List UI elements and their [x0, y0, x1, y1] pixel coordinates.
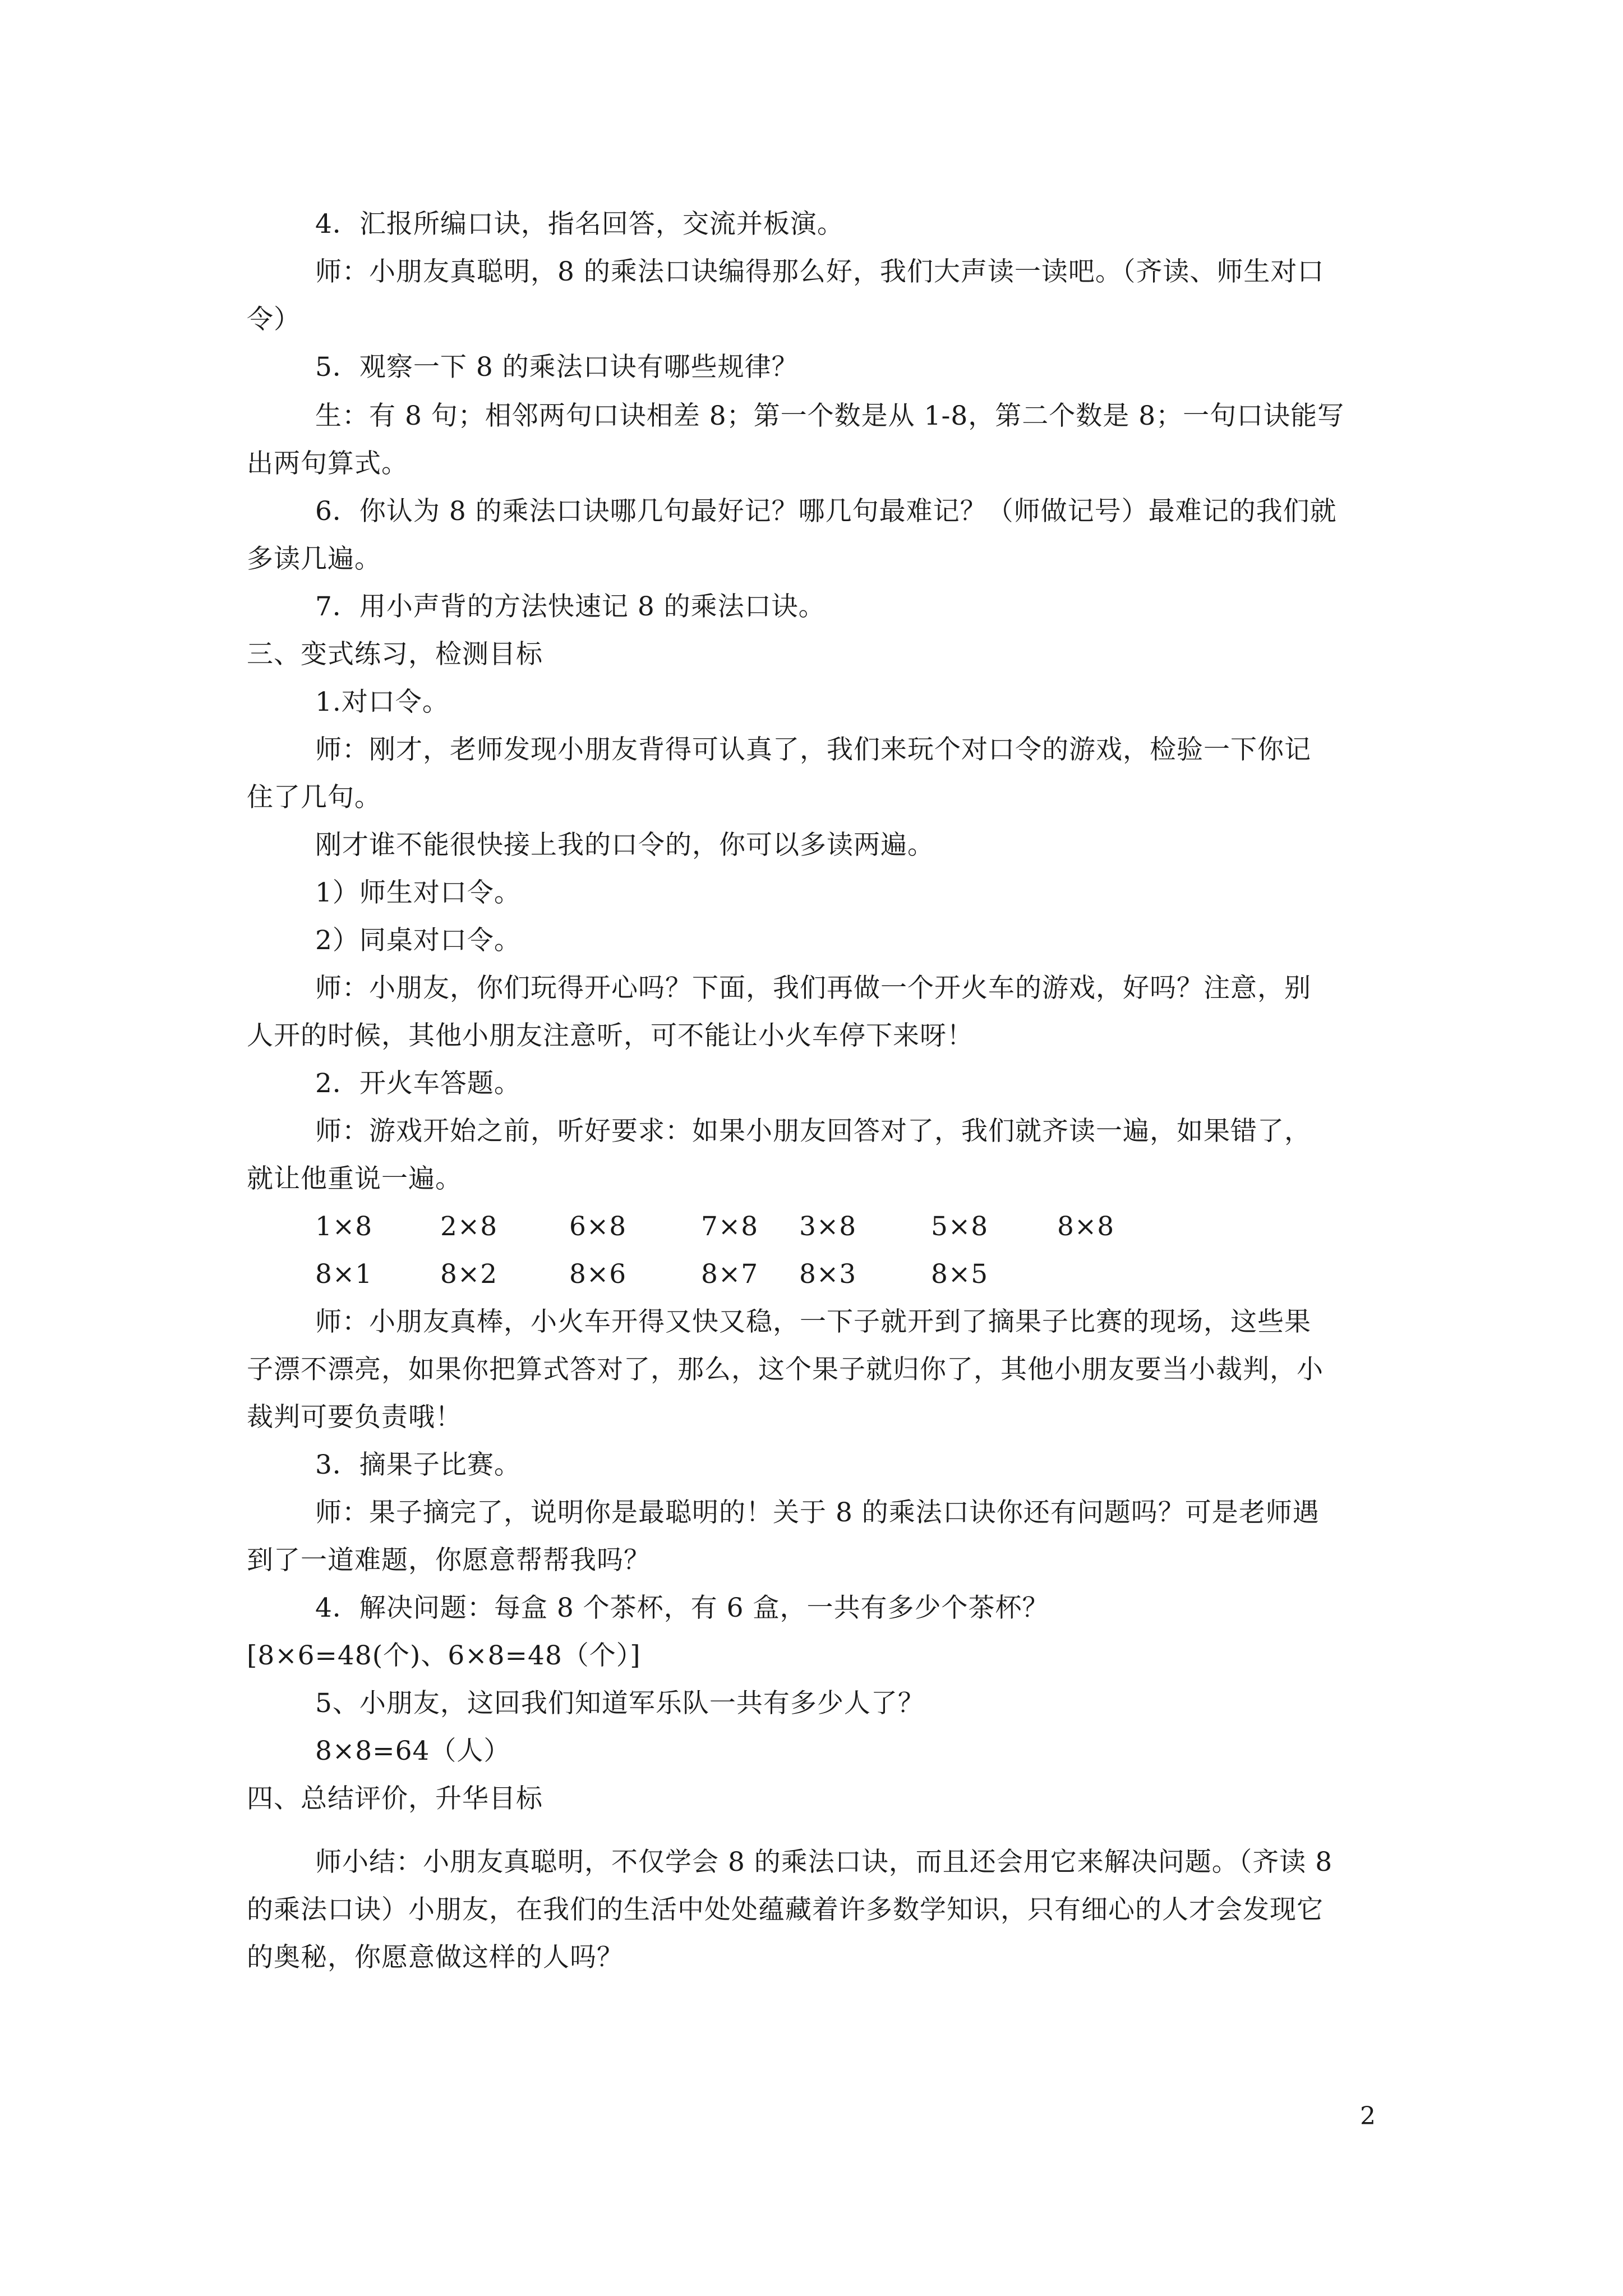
paragraph-p6-line-1: 7．用小声背的方法快速记 8 的乘法口诀。 — [315, 591, 826, 622]
drill-item: 6×8 — [569, 1211, 627, 1242]
paragraph-p4-line-2: 出两句算式。 — [247, 448, 408, 479]
paragraph-p11-line-1: 2）同桌对口令。 — [315, 925, 521, 956]
paragraph-p17-line-1: 师：小朋友真棒，小火车开得又快又稳，一下子就开到了摘果子比赛的现场，这些果 — [315, 1306, 1311, 1337]
paragraph-p5-line-2: 多读几遍。 — [247, 544, 381, 574]
paragraph-p8-line-1: 师：刚才，老师发现小朋友背得可认真了，我们来玩个对口令的游戏，检验一下你记 — [315, 734, 1311, 765]
paragraph-p10-line-1: 1）师生对口令。 — [315, 877, 521, 908]
paragraph-p3-line-1: 5．观察一下 8 的乘法口诀有哪些规律？ — [315, 352, 799, 383]
section-heading-3: 三、变式练习，检测目标 — [247, 639, 543, 670]
drill-item: 8×7 — [701, 1259, 759, 1290]
page-number: 2 — [1360, 2102, 1376, 2131]
paragraph-p17-line-3: 裁判可要负责哦！ — [247, 1402, 462, 1433]
paragraph-p9-line-1: 刚才谁不能很快接上我的口令的，你可以多读两遍。 — [315, 830, 934, 861]
drill-item: 8×8 — [1057, 1211, 1115, 1242]
paragraph-p19-line-2: 到了一道难题，你愿意帮帮我吗？ — [247, 1545, 651, 1576]
drill-item: 2×8 — [440, 1211, 498, 1242]
paragraph-p24-line-3: 的奥秘，你愿意做这样的人吗？ — [247, 1942, 624, 1973]
paragraph-p4-line-1: 生：有 8 句；相邻两句口诀相差 8；第一个数是从 1-8，第二个数是 8；一句口诀能写 — [315, 401, 1345, 431]
paragraph-p22-line-1: 5、小朋友，这回我们知道军乐队一共有多少人了？ — [315, 1688, 925, 1719]
paragraph-p1-line-1: 4．汇报所编口诀，指名回答，交流并板演。 — [315, 209, 844, 240]
drill-item: 8×3 — [799, 1259, 857, 1290]
paragraph-p13-line-1: 2．开火车答题。 — [315, 1068, 521, 1099]
paragraph-p24-line-2: 的乘法口诀）小朋友，在我们的生活中处处蕴藏着许多数学知识，只有细心的人才会发现它 — [247, 1894, 1324, 1925]
paragraph-p23-line-1: 8×8=64（人） — [315, 1736, 511, 1766]
paragraph-p8-line-2: 住了几句。 — [247, 782, 381, 813]
paragraph-p2-line-2: 令） — [247, 304, 301, 335]
drill-item: 5×8 — [931, 1211, 989, 1242]
paragraph-p2-line-1: 师：小朋友真聪明，8 的乘法口诀编得那么好，我们大声读一读吧。（齐读、师生对口 — [315, 256, 1325, 287]
drill-item: 3×8 — [799, 1211, 857, 1242]
drill-item: 8×1 — [315, 1259, 373, 1290]
drill-item: 1×8 — [315, 1211, 373, 1242]
paragraph-p17-line-2: 子漂不漂亮，如果你把算式答对了，那么，这个果子就归你了，其他小朋友要当小裁判，小 — [247, 1354, 1324, 1385]
drill-item: 8×2 — [440, 1259, 498, 1290]
drill-item: 8×5 — [931, 1259, 989, 1290]
paragraph-p18-line-1: 3．摘果子比赛。 — [315, 1450, 521, 1480]
paragraph-p19-line-1: 师：果子摘完了，说明你是最聪明的！关于 8 的乘法口诀你还有问题吗？可是老师遇 — [315, 1497, 1320, 1528]
paragraph-p24-line-1: 师小结：小朋友真聪明，不仅学会 8 的乘法口诀，而且还会用它来解决问题。（齐读 8 — [315, 1847, 1333, 1878]
paragraph-p21-line-1: [8×6=48(个)、6×8=48（个）] — [247, 1640, 641, 1671]
paragraph-p20-line-1: 4．解决问题：每盒 8 个茶杯，有 6 盒，一共有多少个茶杯？ — [315, 1593, 1049, 1623]
drill-item: 7×8 — [701, 1211, 759, 1242]
paragraph-p7-line-1: 1.对口令。 — [315, 687, 449, 717]
paragraph-p14-line-1: 师：游戏开始之前，听好要求：如果小朋友回答对了，我们就齐读一遍，如果错了， — [315, 1116, 1311, 1147]
section-heading-4: 四、总结评价，升华目标 — [247, 1783, 543, 1814]
paragraph-p12-line-2: 人开的时候，其他小朋友注意听，可不能让小火车停下来呀！ — [247, 1020, 974, 1051]
drill-item: 8×6 — [569, 1259, 627, 1290]
paragraph-p5-line-1: 6．你认为 8 的乘法口诀哪几句最好记？哪几句最难记？（师做记号）最难记的我们就 — [315, 496, 1337, 527]
paragraph-p12-line-1: 师：小朋友，你们玩得开心吗？下面，我们再做一个开火车的游戏，好吗？注意，别 — [315, 973, 1311, 1004]
paragraph-p14-line-2: 就让他重说一遍。 — [247, 1163, 462, 1194]
